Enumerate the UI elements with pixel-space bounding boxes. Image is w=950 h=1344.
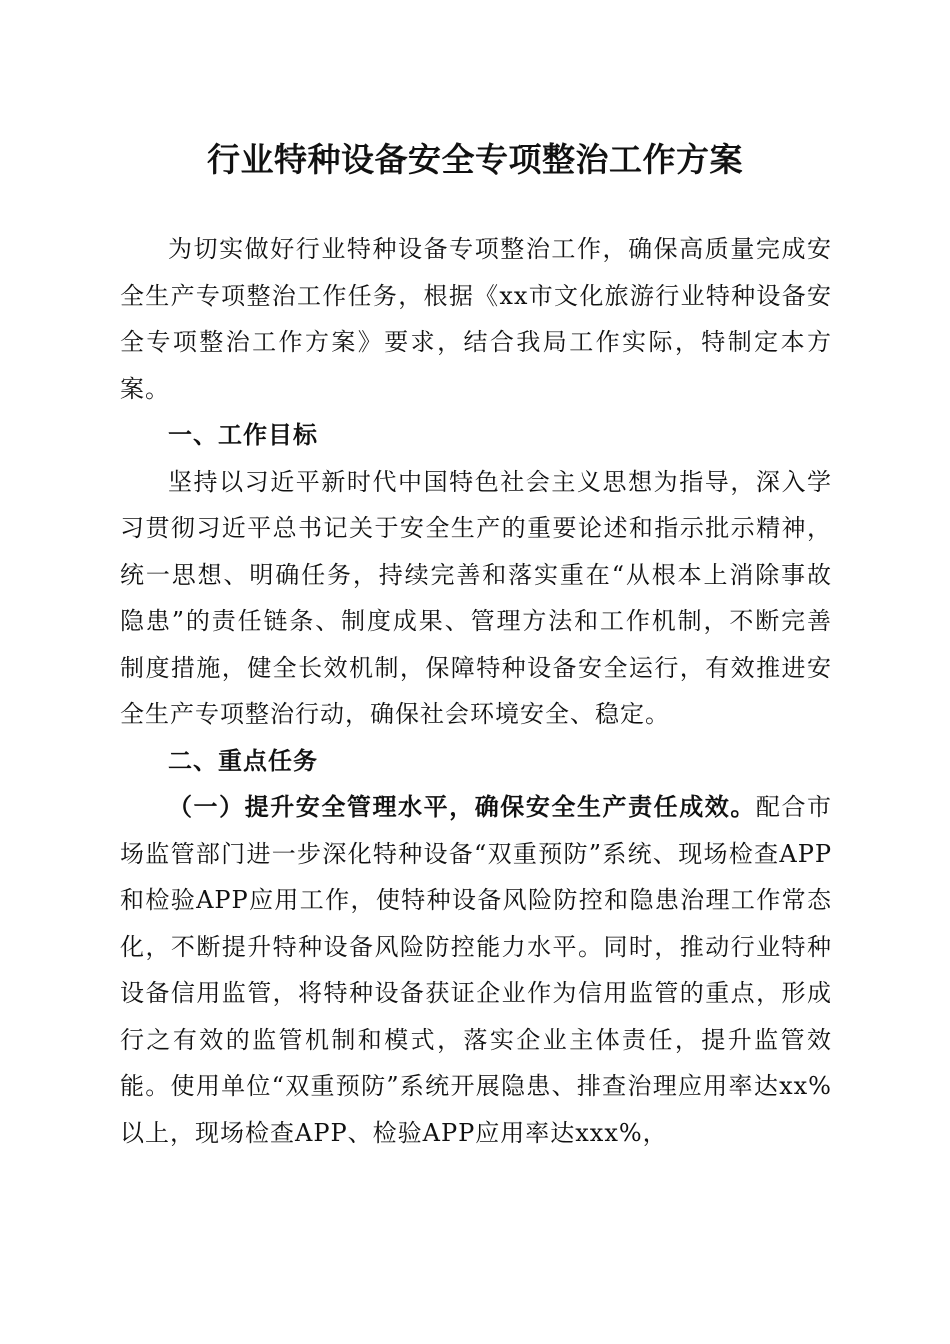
goals-paragraph: 坚持以习近平新时代中国特色社会主义思想为指导，深入学习贯彻习近平总书记关于安全生产的重要论述和指示批示精神，统一思想、明确任务，持续完善和落实重在“从根本上消除事故隐患”的责任链条、制度成果、管理方法和工作机制，不断完善制度措施，健全长效机制，保障特种设备安全运行，有效推进安全生产专项整治行动，确保社会环境安全、稳定。 — [120, 467, 832, 728]
intro-paragraph: 为切实做好行业特种设备专项整治工作，确保高质量完成安全生产专项整治工作任务，根据《xx市文化旅游行业特种设备安全专项整治工作方案》要求，结合我局工作实际，特制定本方案。 — [120, 235, 832, 403]
task-one-lead: （一）提升安全管理水平，确保安全生产责任成效。 — [168, 792, 756, 821]
document-body — [120, 226, 832, 1156]
tasks-paragraph — [120, 784, 832, 1156]
section-heading-goals: 一、工作目标 — [168, 421, 318, 449]
document-title: 行业特种设备安全专项整治工作方案 — [207, 140, 743, 179]
section-heading-tasks: 二、重点任务 — [168, 746, 318, 775]
task-one-text: 配合市场监管部门进一步深化特种设备“双重预防”系统、现场检查APP和检验APP应用工作，使特种设备风险防控和隐患治理工作常态化，不断提升特种设备风险防控能力水平。同时，推动行业特种设备信用监管，将特种设备获证企业作为信用监管的重点，形成行之有效的监管机制和模式，落实企业主体责任，提升监管效能。使用单位“双重预防”系统开展隐患、排查治理应用率达xx%以上，现场检查APP、检验APP应用率达xxx%， — [120, 793, 833, 1147]
